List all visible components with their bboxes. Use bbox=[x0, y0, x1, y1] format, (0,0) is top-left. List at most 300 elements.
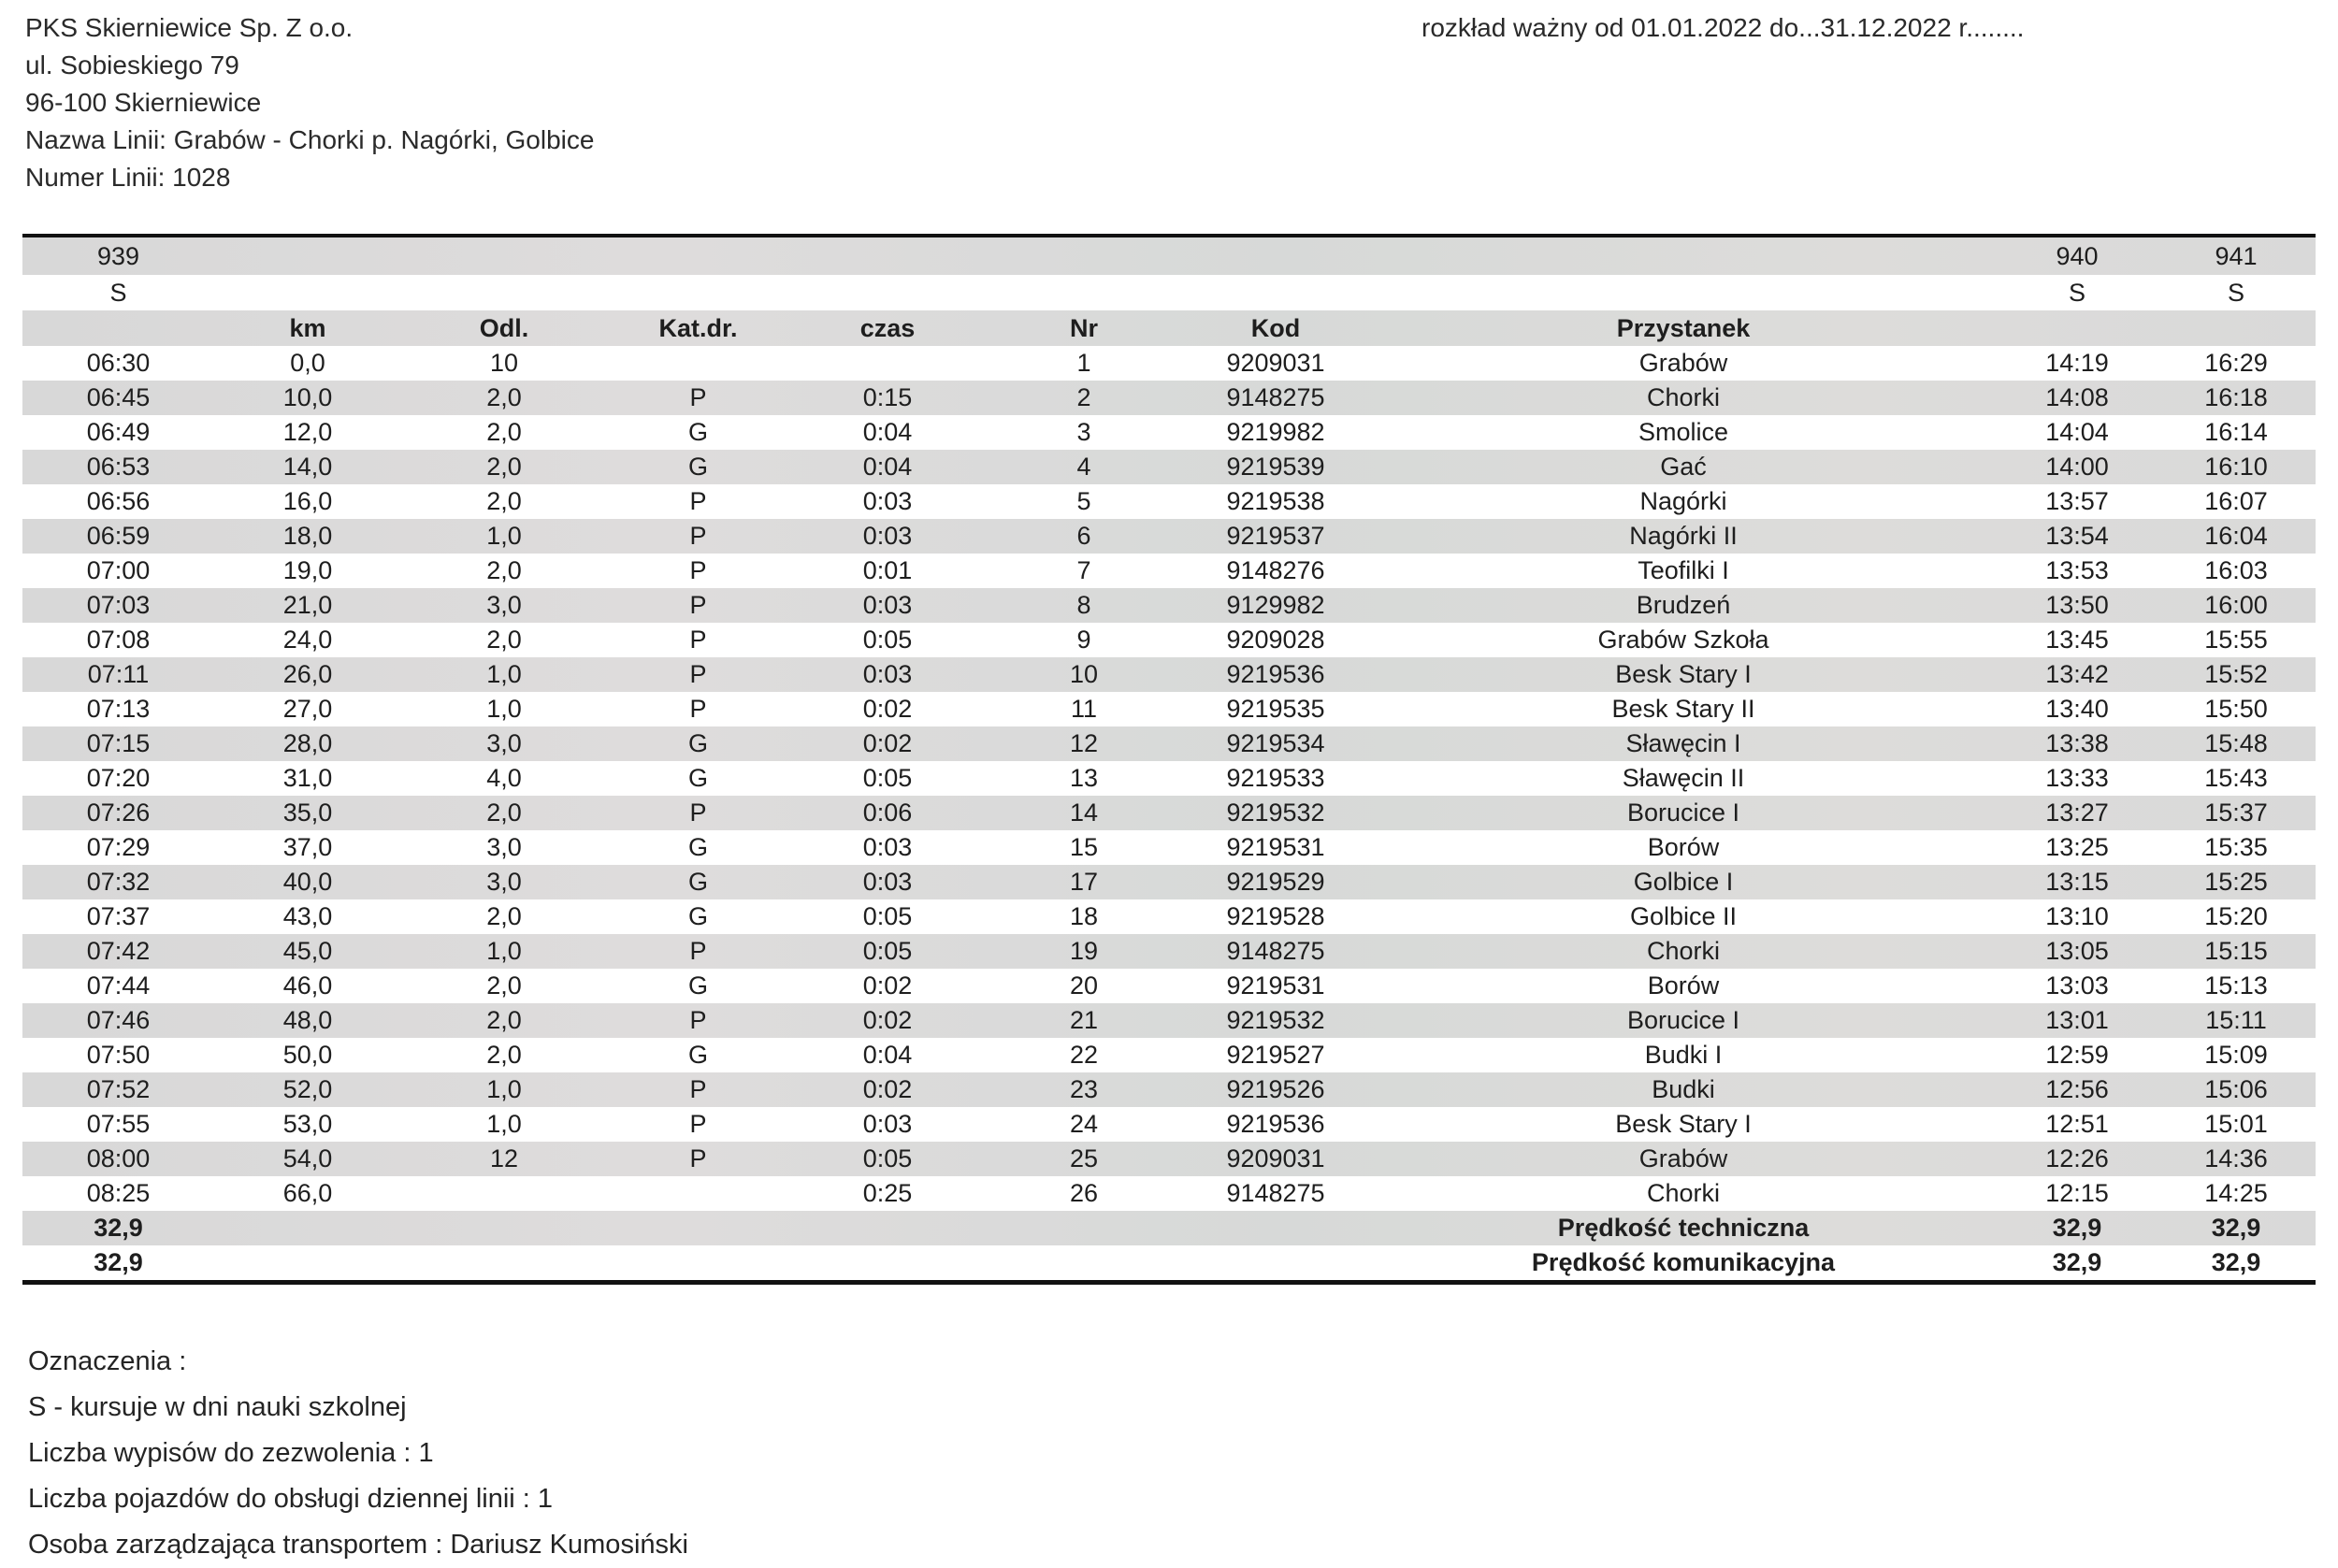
cell-km: 0,0 bbox=[290, 349, 325, 377]
cell-km: 37,0 bbox=[282, 833, 333, 861]
cell-time-941: 15:20 bbox=[2204, 902, 2268, 930]
timetable bbox=[22, 234, 2316, 1285]
cell-time-940: 13:25 bbox=[2045, 833, 2109, 861]
technical-speed-row bbox=[22, 1211, 2316, 1245]
cell-kat-dr: P bbox=[689, 1006, 707, 1034]
cell-kod: 9219534 bbox=[1226, 729, 1325, 757]
course-symbol-940: S bbox=[2068, 278, 2085, 307]
legend-title: Oznaczenia : bbox=[28, 1346, 187, 1376]
column-header-czas: czas bbox=[859, 313, 916, 342]
cell-odl: 4,0 bbox=[486, 764, 522, 792]
cell-time-941: 16:00 bbox=[2204, 591, 2268, 619]
course-symbol-row bbox=[22, 275, 2316, 310]
cell-km: 24,0 bbox=[282, 626, 333, 654]
cell-time-941: 15:25 bbox=[2204, 868, 2268, 896]
cell-czas: 0:03 bbox=[862, 868, 913, 896]
cell-przystanek: Besk Stary I bbox=[1615, 1110, 1752, 1138]
cell-odl: 2,0 bbox=[486, 1041, 522, 1069]
cell-odl: 3,0 bbox=[486, 868, 522, 896]
cell-time-939: 07:29 bbox=[86, 833, 151, 861]
cell-nr: 3 bbox=[1076, 418, 1091, 446]
cell-czas: 0:06 bbox=[862, 798, 913, 827]
cell-time-940: 13:50 bbox=[2045, 591, 2109, 619]
cell-nr: 5 bbox=[1076, 487, 1091, 515]
timetable-row bbox=[22, 588, 2316, 623]
line-number: Numer Linii: 1028 bbox=[25, 163, 231, 192]
cell-time-940: 13:05 bbox=[2045, 937, 2109, 965]
cell-kod: 9219531 bbox=[1226, 833, 1325, 861]
cell-time-941: 16:03 bbox=[2204, 556, 2268, 584]
cell-kod: 9219532 bbox=[1226, 798, 1325, 827]
cell-czas: 0:03 bbox=[862, 591, 913, 619]
course-symbol-939: S bbox=[109, 278, 127, 307]
cell-przystanek: Chorki bbox=[1646, 1179, 1721, 1207]
cell-kod: 9219526 bbox=[1226, 1075, 1325, 1103]
cell-km: 19,0 bbox=[282, 556, 333, 584]
permit-copies: Liczba wypisów do zezwolenia : 1 bbox=[28, 1438, 434, 1468]
cell-przystanek: Teofilki I bbox=[1638, 556, 1729, 584]
cell-nr: 17 bbox=[1069, 868, 1099, 896]
cell-nr: 11 bbox=[1070, 695, 1098, 723]
cell-kod: 9148275 bbox=[1226, 383, 1325, 411]
cell-kat-dr: P bbox=[689, 937, 707, 965]
cell-km: 21,0 bbox=[282, 591, 333, 619]
cell-time-940: 13:27 bbox=[2045, 798, 2109, 827]
column-header-kat-dr: Kat.dr. bbox=[658, 313, 738, 342]
cell-km: 40,0 bbox=[282, 868, 333, 896]
cell-nr: 21 bbox=[1069, 1006, 1099, 1034]
cell-time-940: 12:15 bbox=[2045, 1179, 2109, 1207]
cell-odl: 2,0 bbox=[486, 383, 522, 411]
cell-kod: 9219529 bbox=[1226, 868, 1325, 896]
cell-kat-dr: G bbox=[687, 868, 708, 896]
legend-s-meaning: S - kursuje w dni nauki szkolnej bbox=[28, 1392, 407, 1422]
cell-czas: 0:15 bbox=[862, 383, 913, 411]
cell-nr: 15 bbox=[1069, 833, 1099, 861]
company-name: PKS Skierniewice Sp. Z o.o. bbox=[25, 13, 354, 42]
cell-time-939: 07:03 bbox=[86, 591, 151, 619]
cell-time-940: 13:53 bbox=[2045, 556, 2109, 584]
cell-km: 16,0 bbox=[282, 487, 333, 515]
cell-nr: 9 bbox=[1076, 626, 1091, 654]
cell-kat-dr: G bbox=[687, 1041, 708, 1069]
cell-odl: 3,0 bbox=[486, 833, 522, 861]
cell-time-939: 08:25 bbox=[86, 1179, 151, 1207]
cell-przystanek: Borów bbox=[1647, 971, 1720, 1000]
timetable-row bbox=[22, 1038, 2316, 1072]
cell-kat-dr: P bbox=[689, 1110, 707, 1138]
cell-przystanek: Smolice bbox=[1638, 418, 1729, 446]
course-number-940: 940 bbox=[2056, 241, 2099, 270]
column-header-nr: Nr bbox=[1069, 313, 1098, 342]
cell-przystanek: Sławęcin I bbox=[1625, 729, 1741, 757]
cell-time-941: 15:06 bbox=[2204, 1075, 2268, 1103]
cell-nr: 20 bbox=[1069, 971, 1099, 1000]
cell-czas: 0:04 bbox=[862, 418, 913, 446]
cell-kat-dr: P bbox=[689, 591, 707, 619]
cell-kat-dr: P bbox=[689, 626, 707, 654]
cell-czas: 0:02 bbox=[862, 971, 913, 1000]
cell-time-941: 15:11 bbox=[2205, 1006, 2267, 1034]
cell-km: 53,0 bbox=[282, 1110, 333, 1138]
technical-speed-940: 32,9 bbox=[2052, 1214, 2102, 1242]
timetable-row bbox=[22, 692, 2316, 726]
cell-time-939: 07:00 bbox=[86, 556, 151, 584]
cell-kod: 9219536 bbox=[1226, 660, 1325, 688]
column-header-row bbox=[22, 310, 2316, 346]
cell-przystanek: Besk Stary I bbox=[1615, 660, 1752, 688]
cell-time-939: 08:00 bbox=[86, 1144, 151, 1172]
validity-period: rozkład ważny od 01.01.2022 do...31.12.2022 r........ bbox=[1422, 13, 2025, 42]
cell-nr: 1 bbox=[1076, 349, 1091, 377]
cell-czas: 0:05 bbox=[862, 902, 913, 930]
cell-nr: 10 bbox=[1069, 660, 1099, 688]
line-name: Nazwa Linii: Grabów - Chorki p. Nagórki, Golbice bbox=[25, 125, 595, 154]
timetable-row bbox=[22, 1176, 2316, 1211]
cell-kod: 9219528 bbox=[1226, 902, 1325, 930]
cell-odl: 3,0 bbox=[486, 729, 522, 757]
cell-time-939: 07:32 bbox=[86, 868, 151, 896]
timetable-row bbox=[22, 1107, 2316, 1142]
cell-kat-dr: P bbox=[689, 1075, 707, 1103]
cell-time-939: 07:37 bbox=[86, 902, 151, 930]
cell-kat-dr: P bbox=[689, 1144, 707, 1172]
cell-time-941: 16:10 bbox=[2204, 453, 2268, 481]
cell-czas: 0:04 bbox=[862, 453, 913, 481]
cell-przystanek: Chorki bbox=[1646, 937, 1721, 965]
cell-kod: 9219527 bbox=[1226, 1041, 1325, 1069]
timetable-row bbox=[22, 726, 2316, 761]
cell-nr: 14 bbox=[1069, 798, 1099, 827]
cell-time-941: 14:36 bbox=[2204, 1144, 2268, 1172]
cell-przystanek: Grabów bbox=[1638, 349, 1728, 377]
cell-przystanek: Nagórki II bbox=[1629, 522, 1738, 550]
cell-czas: 0:03 bbox=[862, 487, 913, 515]
timetable-row bbox=[22, 1003, 2316, 1038]
cell-kat-dr: P bbox=[689, 798, 707, 827]
cell-kod: 9148275 bbox=[1226, 1179, 1325, 1207]
cell-przystanek: Budki I bbox=[1644, 1041, 1723, 1069]
cell-odl: 1,0 bbox=[486, 1075, 522, 1103]
cell-kod: 9148275 bbox=[1226, 937, 1325, 965]
cell-time-941: 15:43 bbox=[2204, 764, 2268, 792]
timetable-row bbox=[22, 830, 2316, 865]
cell-przystanek: Grabów bbox=[1638, 1144, 1728, 1172]
cell-time-940: 14:08 bbox=[2045, 383, 2109, 411]
cell-czas: 0:02 bbox=[862, 1075, 913, 1103]
daily-vehicles: Liczba pojazdów do obsługi dziennej linii : 1 bbox=[28, 1484, 554, 1514]
cell-odl: 10 bbox=[489, 349, 519, 377]
communication-speed-939: 32,9 bbox=[94, 1248, 143, 1276]
cell-time-941: 15:50 bbox=[2204, 695, 2268, 723]
cell-kat-dr: P bbox=[689, 383, 707, 411]
cell-time-940: 13:40 bbox=[2045, 695, 2109, 723]
cell-odl: 1,0 bbox=[486, 937, 522, 965]
cell-kat-dr: G bbox=[687, 902, 708, 930]
cell-kod: 9219535 bbox=[1226, 695, 1325, 723]
cell-time-941: 14:25 bbox=[2204, 1179, 2268, 1207]
cell-time-940: 13:15 bbox=[2045, 868, 2109, 896]
technical-speed-label: Prędkość techniczna bbox=[1557, 1214, 1810, 1242]
cell-time-941: 15:13 bbox=[2204, 971, 2268, 1000]
cell-nr: 2 bbox=[1076, 383, 1091, 411]
cell-czas: 0:02 bbox=[862, 1006, 913, 1034]
cell-kod: 9129982 bbox=[1226, 591, 1325, 619]
cell-time-940: 13:42 bbox=[2045, 660, 2109, 688]
cell-time-939: 06:45 bbox=[86, 383, 151, 411]
cell-km: 66,0 bbox=[282, 1179, 333, 1207]
cell-kod: 9209031 bbox=[1226, 1144, 1325, 1172]
timetable-row bbox=[22, 657, 2316, 692]
cell-odl: 2,0 bbox=[486, 556, 522, 584]
cell-przystanek: Sławęcin II bbox=[1622, 764, 1745, 792]
cell-time-941: 15:01 bbox=[2204, 1110, 2268, 1138]
cell-kod: 9219536 bbox=[1226, 1110, 1325, 1138]
cell-odl: 2,0 bbox=[486, 418, 522, 446]
cell-odl: 1,0 bbox=[486, 695, 522, 723]
timetable-row bbox=[22, 554, 2316, 588]
timetable-row bbox=[22, 450, 2316, 484]
company-street: ul. Sobieskiego 79 bbox=[25, 50, 239, 79]
timetable-row bbox=[22, 969, 2316, 1003]
cell-nr: 24 bbox=[1069, 1110, 1099, 1138]
cell-time-940: 13:03 bbox=[2045, 971, 2109, 1000]
cell-time-939: 07:20 bbox=[86, 764, 151, 792]
cell-czas: 0:01 bbox=[862, 556, 913, 584]
cell-time-941: 15:35 bbox=[2204, 833, 2268, 861]
cell-odl: 2,0 bbox=[486, 971, 522, 1000]
cell-odl: 12 bbox=[489, 1144, 519, 1172]
cell-time-941: 16:18 bbox=[2204, 383, 2268, 411]
cell-time-940: 12:26 bbox=[2045, 1144, 2109, 1172]
legend-block bbox=[28, 1339, 688, 1568]
cell-przystanek: Golbice I bbox=[1633, 868, 1734, 896]
cell-time-940: 13:54 bbox=[2045, 522, 2109, 550]
cell-nr: 26 bbox=[1069, 1179, 1099, 1207]
cell-time-941: 15:15 bbox=[2204, 937, 2268, 965]
transport-manager: Osoba zarządzająca transportem : Dariusz Kumosiński bbox=[28, 1530, 688, 1560]
cell-time-941: 15:48 bbox=[2204, 729, 2268, 757]
cell-czas: 0:05 bbox=[862, 626, 913, 654]
cell-km: 46,0 bbox=[282, 971, 333, 1000]
cell-time-939: 07:55 bbox=[86, 1110, 151, 1138]
cell-time-941: 15:52 bbox=[2204, 660, 2268, 688]
cell-czas: 0:02 bbox=[862, 729, 913, 757]
cell-km: 26,0 bbox=[282, 660, 333, 688]
cell-time-940: 14:04 bbox=[2045, 418, 2109, 446]
cell-time-939: 06:59 bbox=[86, 522, 151, 550]
communication-speed-row bbox=[22, 1245, 2316, 1280]
timetable-row bbox=[22, 934, 2316, 969]
cell-nr: 13 bbox=[1069, 764, 1099, 792]
cell-nr: 22 bbox=[1069, 1041, 1099, 1069]
cell-time-940: 12:51 bbox=[2045, 1110, 2109, 1138]
cell-nr: 18 bbox=[1069, 902, 1099, 930]
timetable-row bbox=[22, 519, 2316, 554]
cell-time-941: 16:14 bbox=[2204, 418, 2268, 446]
course-number-row bbox=[22, 237, 2316, 275]
cell-time-939: 07:26 bbox=[86, 798, 151, 827]
cell-kat-dr: G bbox=[687, 418, 708, 446]
cell-kod: 9148276 bbox=[1226, 556, 1325, 584]
cell-kod: 9219537 bbox=[1226, 522, 1325, 550]
cell-kat-dr: G bbox=[687, 729, 708, 757]
cell-czas: 0:05 bbox=[862, 764, 913, 792]
cell-km: 54,0 bbox=[282, 1144, 333, 1172]
cell-time-939: 06:49 bbox=[86, 418, 151, 446]
cell-time-940: 13:57 bbox=[2045, 487, 2109, 515]
course-number-941: 941 bbox=[2215, 241, 2258, 270]
cell-kat-dr: P bbox=[689, 522, 707, 550]
cell-time-940: 13:45 bbox=[2045, 626, 2109, 654]
cell-czas: 0:04 bbox=[862, 1041, 913, 1069]
cell-odl: 3,0 bbox=[486, 591, 522, 619]
cell-kat-dr: G bbox=[687, 453, 708, 481]
cell-nr: 25 bbox=[1069, 1144, 1099, 1172]
cell-nr: 23 bbox=[1069, 1075, 1099, 1103]
cell-odl: 1,0 bbox=[486, 1110, 522, 1138]
cell-time-940: 13:01 bbox=[2045, 1006, 2109, 1034]
cell-odl: 2,0 bbox=[486, 626, 522, 654]
cell-km: 27,0 bbox=[282, 695, 333, 723]
cell-km: 14,0 bbox=[282, 453, 333, 481]
cell-kod: 9219531 bbox=[1226, 971, 1325, 1000]
timetable-row bbox=[22, 415, 2316, 450]
communication-speed-label: Prędkość komunikacyjna bbox=[1531, 1248, 1836, 1276]
cell-km: 52,0 bbox=[282, 1075, 333, 1103]
cell-time-941: 15:37 bbox=[2204, 798, 2268, 827]
cell-kat-dr: G bbox=[687, 971, 708, 1000]
cell-time-939: 06:56 bbox=[86, 487, 151, 515]
cell-km: 50,0 bbox=[282, 1041, 333, 1069]
cell-kod: 9219982 bbox=[1226, 418, 1325, 446]
cell-time-939: 06:53 bbox=[86, 453, 151, 481]
cell-kat-dr: P bbox=[689, 556, 707, 584]
cell-time-941: 16:07 bbox=[2204, 487, 2268, 515]
cell-przystanek: Borucice I bbox=[1626, 1006, 1740, 1034]
cell-nr: 7 bbox=[1076, 556, 1091, 584]
timetable-row bbox=[22, 865, 2316, 899]
timetable-row bbox=[22, 1072, 2316, 1107]
communication-speed-941: 32,9 bbox=[2211, 1248, 2261, 1276]
cell-time-940: 13:38 bbox=[2045, 729, 2109, 757]
cell-kod: 9219532 bbox=[1226, 1006, 1325, 1034]
cell-nr: 6 bbox=[1076, 522, 1091, 550]
cell-czas: 0:03 bbox=[862, 660, 913, 688]
cell-kat-dr: P bbox=[689, 660, 707, 688]
cell-km: 48,0 bbox=[282, 1006, 333, 1034]
cell-odl: 1,0 bbox=[486, 522, 522, 550]
timetable-row bbox=[22, 381, 2316, 415]
cell-czas: 0:03 bbox=[862, 1110, 913, 1138]
cell-km: 31,0 bbox=[282, 764, 333, 792]
cell-kod: 9209028 bbox=[1226, 626, 1325, 654]
column-header-kod: Kod bbox=[1250, 313, 1301, 342]
cell-nr: 8 bbox=[1076, 591, 1091, 619]
cell-odl: 2,0 bbox=[486, 902, 522, 930]
cell-time-941: 15:09 bbox=[2204, 1041, 2268, 1069]
timetable-row bbox=[22, 346, 2316, 381]
cell-odl: 2,0 bbox=[486, 487, 522, 515]
timetable-row bbox=[22, 1142, 2316, 1176]
cell-przystanek: Besk Stary II bbox=[1611, 695, 1755, 723]
cell-time-939: 07:46 bbox=[86, 1006, 151, 1034]
cell-time-940: 13:10 bbox=[2045, 902, 2109, 930]
cell-time-940: 13:33 bbox=[2045, 764, 2109, 792]
cell-odl: 2,0 bbox=[486, 1006, 522, 1034]
cell-km: 43,0 bbox=[282, 902, 333, 930]
cell-czas: 0:25 bbox=[862, 1179, 913, 1207]
cell-time-940: 12:59 bbox=[2045, 1041, 2109, 1069]
cell-przystanek: Gać bbox=[1660, 453, 1707, 481]
cell-time-939: 07:44 bbox=[86, 971, 151, 1000]
cell-km: 18,0 bbox=[282, 522, 333, 550]
cell-time-939: 07:52 bbox=[86, 1075, 151, 1103]
cell-time-941: 16:04 bbox=[2204, 522, 2268, 550]
cell-time-939: 07:11 bbox=[87, 660, 150, 688]
cell-kod: 9219538 bbox=[1226, 487, 1325, 515]
cell-km: 45,0 bbox=[282, 937, 333, 965]
course-symbol-941: S bbox=[2227, 278, 2244, 307]
course-number-939: 939 bbox=[96, 241, 140, 270]
column-header-przystanek: Przystanek bbox=[1616, 313, 1751, 342]
cell-czas: 0:03 bbox=[862, 522, 913, 550]
cell-time-939: 07:50 bbox=[86, 1041, 151, 1069]
cell-time-940: 14:00 bbox=[2045, 453, 2109, 481]
cell-przystanek: Borucice I bbox=[1626, 798, 1740, 827]
cell-przystanek: Golbice II bbox=[1629, 902, 1738, 930]
cell-time-939: 07:15 bbox=[86, 729, 151, 757]
timetable-body bbox=[22, 346, 2316, 1211]
cell-kat-dr: G bbox=[687, 833, 708, 861]
cell-odl: 2,0 bbox=[486, 798, 522, 827]
document-header bbox=[25, 9, 594, 196]
timetable-row bbox=[22, 899, 2316, 934]
cell-km: 28,0 bbox=[282, 729, 333, 757]
cell-time-939: 07:08 bbox=[86, 626, 151, 654]
cell-przystanek: Brudzeń bbox=[1636, 591, 1731, 619]
column-header-odl: Odl. bbox=[479, 313, 529, 342]
communication-speed-940: 32,9 bbox=[2052, 1248, 2102, 1276]
cell-time-940: 14:19 bbox=[2045, 349, 2109, 377]
company-city: 96-100 Skierniewice bbox=[25, 88, 262, 117]
cell-czas: 0:05 bbox=[862, 1144, 913, 1172]
cell-odl: 1,0 bbox=[486, 660, 522, 688]
cell-kat-dr: P bbox=[689, 695, 707, 723]
timetable-row bbox=[22, 484, 2316, 519]
cell-time-939: 07:42 bbox=[86, 937, 151, 965]
cell-przystanek: Chorki bbox=[1646, 383, 1721, 411]
timetable-row bbox=[22, 796, 2316, 830]
cell-kat-dr: P bbox=[689, 487, 707, 515]
cell-przystanek: Budki bbox=[1652, 1075, 1715, 1103]
cell-przystanek: Borów bbox=[1647, 833, 1720, 861]
cell-time-939: 07:13 bbox=[86, 695, 151, 723]
cell-przystanek: Grabów Szkoła bbox=[1597, 626, 1769, 654]
cell-nr: 4 bbox=[1076, 453, 1091, 481]
timetable-row bbox=[22, 761, 2316, 796]
cell-km: 35,0 bbox=[282, 798, 333, 827]
cell-nr: 19 bbox=[1069, 937, 1099, 965]
cell-time-940: 12:56 bbox=[2045, 1075, 2109, 1103]
cell-nr: 12 bbox=[1069, 729, 1099, 757]
cell-czas: 0:05 bbox=[862, 937, 913, 965]
column-header-km: km bbox=[289, 313, 326, 342]
cell-kod: 9209031 bbox=[1226, 349, 1325, 377]
cell-czas: 0:03 bbox=[862, 833, 913, 861]
cell-przystanek: Nagórki bbox=[1639, 487, 1727, 515]
cell-km: 10,0 bbox=[282, 383, 333, 411]
